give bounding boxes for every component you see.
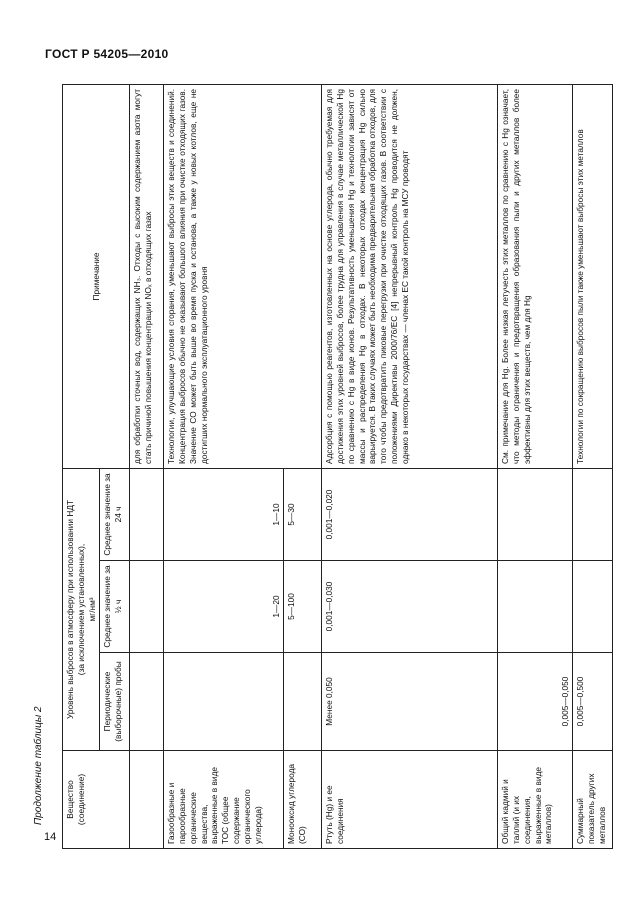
header-note: Примечание [63,84,130,468]
header-emission-group [63,468,100,750]
cell-note: Адсорбция с помощью реагентов, изготовленных на основе углерода, обычно требуемая для достижения этих уровней выбросов, более трудна для управления в случае металлической Hg по сравнению с Hg в виде ионов. Результативность уменьшения Hg и технологии зависят от массы и распределения Hg в отходах. В некоторых отходах концентрация Hg сильно варьируется. В таких случаях может быть необходима предварительная обработка отходов, для того чтобы предотвратить пиковые перегрузки при очистке отходящих газов. В соответствии с положениями Директивы 2000/76/ЕС [4] непрерывный контроль Hg проводится не должен, однако в некоторых государствах — членах ЕС такой контроль на МСУ проводят [322,84,498,468]
cell-half-hour: 1—20 [164,561,284,653]
header-periodic: Периодические (выборочные) пробы [100,653,130,751]
rotated-table-container [62,85,610,849]
cell-periodic: Менее 0,050 [322,653,498,751]
header-emission-line1: Уровень выбросов в атмосферу при использовании НДТ [65,499,75,719]
header-emission-line2: (за исключением установленных), [75,543,86,676]
header-emission-unit: мг/нм³ [86,597,97,622]
cell-substance: Газообразные и парообразные органические вещества, выраженные в виде ТОС (общее содержание органического углерода) [164,751,284,849]
cell-half-hour [573,561,613,653]
cell-24h: 5—30 [284,468,322,560]
cell-periodic: 0,005—0,050 [498,653,573,751]
cell-24h [498,468,573,560]
page-number: 14 [44,831,57,843]
cell-half-hour [498,561,573,653]
cell-24h [573,468,613,560]
cell-half-hour: 5—100 [284,561,322,653]
table-row [573,84,613,848]
cell-note: для обработки сточных вод, содержащих NH₃. Отходы с высоким содержанием азота могут стать причиной повышения концентрации NOₓ в отходящих газах [130,84,164,468]
cell-periodic: 0,005—0,500 [573,653,613,751]
table-row [498,84,573,848]
cell-half-hour [130,561,164,653]
table-row [322,84,498,848]
cell-half-hour: 0,001—0,030 [322,561,498,653]
document-header: ГОСТ Р 54205—2010 [45,47,169,61]
cell-substance: Общий кадмий и таллий (и их соединения, выраженные в виде металлов) [498,751,573,849]
cell-note: См. примечание для Hg. Более низкая летучесть этих металлов по сравнению с Hg означает, что методы ограничения и предотвращения образования пыли и других металлов более эффективны для этих веществ, чем для Hg [498,84,573,468]
cell-substance: Суммарный показатель других металлов [573,751,613,849]
cell-substance: Ртуть (Hg) и ее соединения [322,751,498,849]
cell-substance: Монооксид углерода (СО) [284,751,322,849]
table-row [130,84,164,848]
cell-24h: 1—10 [164,468,284,560]
cell-note: Технологии, улучшающие условия сгорания, уменьшают выбросы этих веществ и соединений. Концентрация выбросов обычно не оказывают большого влияния при очистке отходящих газов. Значение СО может быть выше во время пуска и останова, а также у новых котлов, еще не достигших нормального эксплуатационного уровня [164,84,322,468]
cell-24h: 0,001—0,020 [322,468,498,560]
cell-periodic [164,653,284,751]
header-24h: Среднее значение за 24 ч [100,468,130,560]
cell-substance [130,751,164,849]
header-substance: Вещество (соединение) [63,751,130,849]
table-continuation-label: Продолжение таблицы 2 [33,706,44,825]
table-row [164,84,284,848]
cell-24h [130,468,164,560]
header-half-hour: Среднее значение за ½ ч [100,561,130,653]
cell-note: Технологии по сокращению выбросов пыли также уменьшают выбросы этих металлов [573,84,613,468]
cell-periodic [130,653,164,751]
cell-periodic [284,653,322,751]
emissions-table [62,84,613,849]
